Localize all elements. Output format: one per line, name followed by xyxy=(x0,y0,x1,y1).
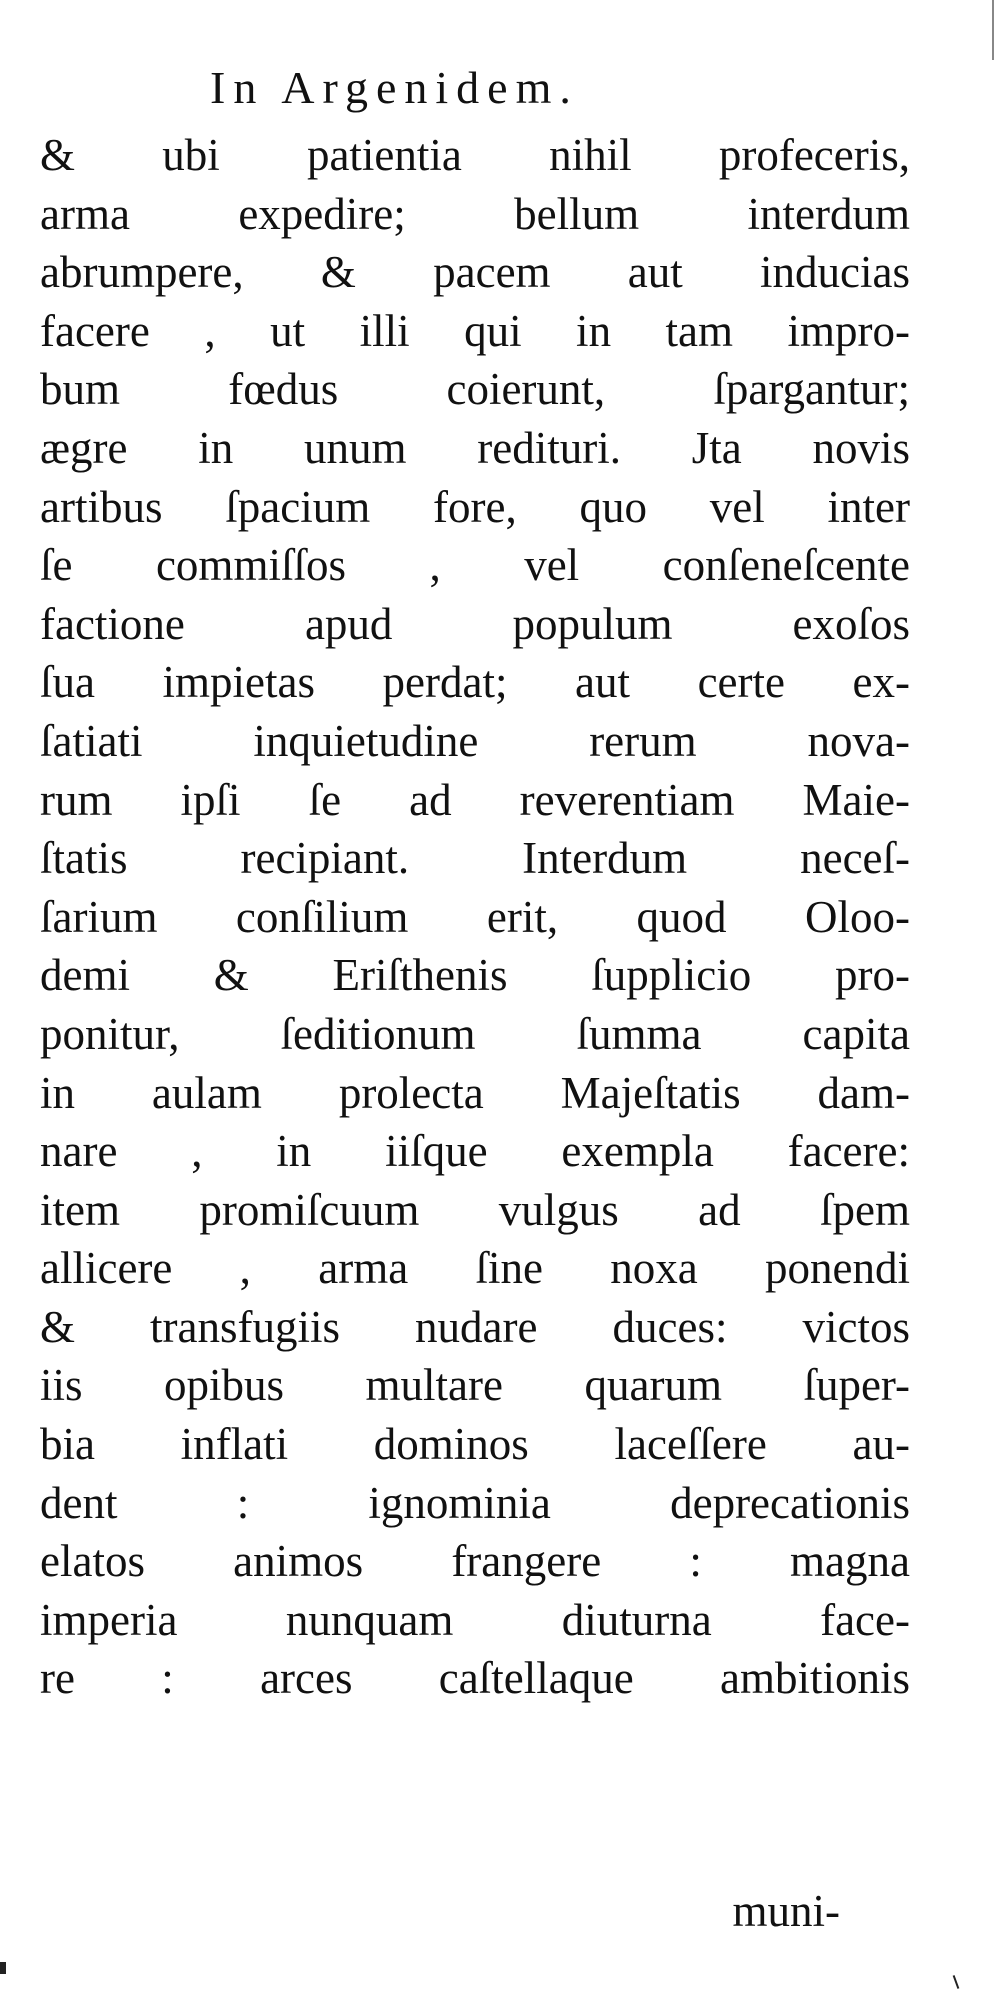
text-line: artibus ſpacium fore, quo vel inter xyxy=(40,481,910,532)
catchword: muni- xyxy=(732,1886,840,1936)
text-line: arma expedire; bellum interdum xyxy=(40,188,910,239)
text-line: ſua impietas perdat; aut certe ex- xyxy=(40,657,910,708)
body-text xyxy=(40,126,910,1708)
running-head: In Argenidem. xyxy=(210,62,579,113)
page-edge-line xyxy=(992,0,994,60)
text-line: ſatiati inquietudine rerum nova- xyxy=(40,715,910,766)
text-line: imperia nunquam diuturna face- xyxy=(40,1594,910,1645)
text-line: elatos animos frangere : magna xyxy=(40,1536,910,1587)
text-line: ponitur, ſeditionum ſumma capita xyxy=(40,1008,910,1059)
text-line: rum ipſi ſe ad reverentiam Maie- xyxy=(40,774,910,825)
text-line: ſe commiſſos , vel conſeneſcente xyxy=(40,540,910,591)
text-line: & transfugiis nudare duces: victos xyxy=(40,1301,910,1352)
text-line: ægre in unum redituri. Jta novis xyxy=(40,422,910,473)
text-line: & ubi patientia nihil profeceris, xyxy=(40,130,910,180)
text-line: abrumpere, & pacem aut inducias xyxy=(40,247,910,298)
text-line: ſtatis recipiant. Interdum neceſ- xyxy=(40,833,910,884)
text-line: iis opibus multare quarum ſuper- xyxy=(40,1360,910,1411)
text-line: bia inflati dominos laceſſere au- xyxy=(40,1419,910,1470)
ink-speck xyxy=(0,1962,6,1974)
text-line: demi & Eriſthenis ſupplicio pro- xyxy=(40,950,910,1001)
text-line: facere , ut illi qui in tam impro- xyxy=(40,305,910,356)
text-line: factione apud populum exoſos xyxy=(40,598,910,649)
text-line: in aulam prolecta Majeſtatis dam- xyxy=(40,1067,910,1118)
text-line: allicere , arma ſine noxa ponendi xyxy=(40,1243,910,1294)
text-line: ſarium conſilium erit, quod Oloo- xyxy=(40,891,910,942)
text-line: bum fœdus coierunt, ſpargantur; xyxy=(40,364,910,415)
text-line: dent : ignominia deprecationis xyxy=(40,1477,910,1528)
text-line: re : arces caſtellaque ambitionis xyxy=(40,1653,910,1704)
text-line: item promiſcuum vulgus ad ſpem xyxy=(40,1184,910,1235)
text-line: nare , in iiſque exempla facere: xyxy=(40,1126,910,1177)
ink-speck xyxy=(953,1975,960,1989)
